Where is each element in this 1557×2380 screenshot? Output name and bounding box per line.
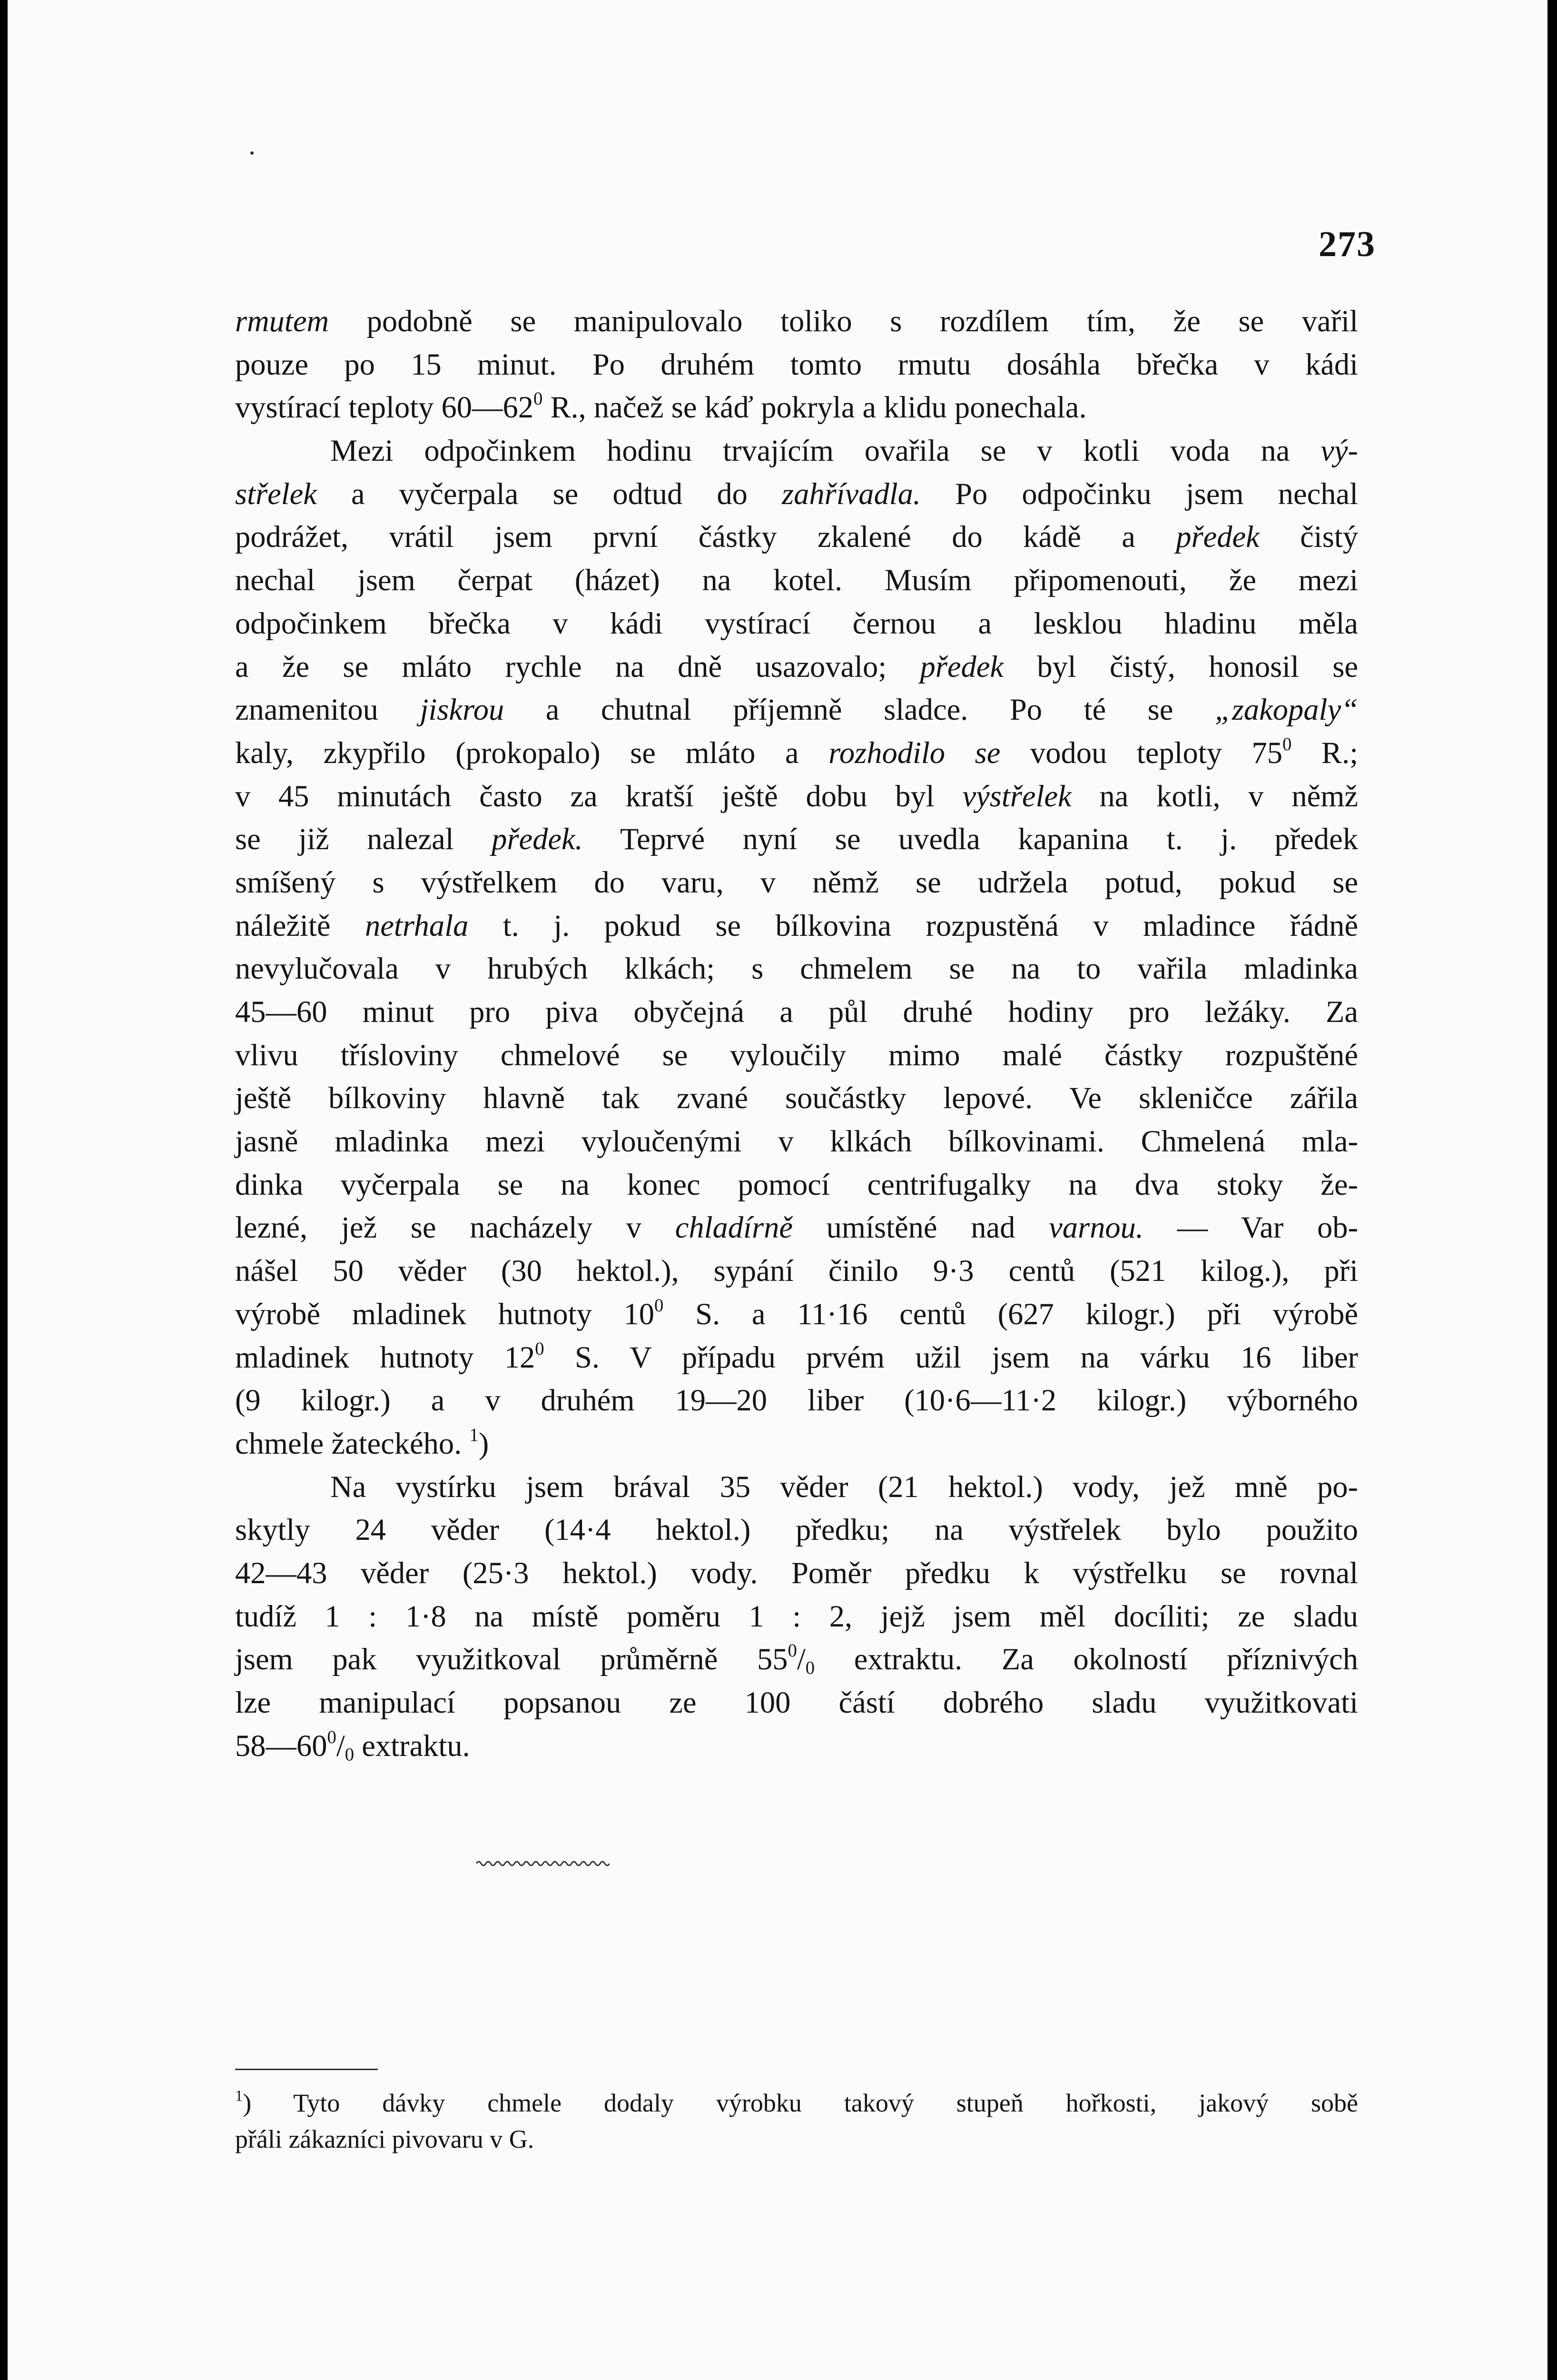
text-run: Na vystírku jsem brával 35 věder (21 hektol.) vody, jež mně po- bbox=[330, 1469, 1358, 1504]
text-run: R., načež se káď pokryla a klidu ponechala. bbox=[542, 390, 1087, 425]
text-run: čistý bbox=[1259, 520, 1358, 554]
text-run: přáli zákazníci pivovaru v G. bbox=[235, 2125, 534, 2153]
text-run: chmele žateckého. bbox=[235, 1426, 470, 1460]
superscript: 0 bbox=[327, 1727, 336, 1747]
text-run: se již nalezal bbox=[235, 822, 492, 856]
superscript: 0 bbox=[533, 389, 543, 409]
text-run: ) Tyto dávky chmele dodaly výrobku takový stupeň hořkosti, jakový sobě bbox=[243, 2089, 1358, 2117]
footnote-line bbox=[235, 2085, 1358, 2121]
text-run: mladinek hutnoty 12 bbox=[235, 1340, 535, 1374]
scan-speck bbox=[250, 151, 254, 155]
text-line bbox=[235, 1163, 1358, 1207]
text-run: R.; bbox=[1291, 735, 1358, 770]
text-run: 45—60 minut pro piva obyčejná a půl druhé hodiny pro ležáky. Za bbox=[235, 995, 1358, 1029]
text-run: jsem pak využitkoval průměrně 55 bbox=[235, 1642, 788, 1676]
book-page bbox=[8, 0, 1547, 2380]
footnote bbox=[235, 2085, 1358, 2157]
superscript: 0 bbox=[535, 1339, 544, 1359]
text-line bbox=[235, 1681, 1358, 1725]
text-line bbox=[235, 602, 1358, 645]
text-run: (9 kilogr.) a v druhém 19—20 liber (10·6—11·2 kilogr.) výborného bbox=[235, 1383, 1358, 1418]
text-run: jasně mladinka mezi vyloučenými v klkách bílkovinami. Chmelená mla- bbox=[235, 1124, 1358, 1159]
paragraph bbox=[235, 300, 1358, 429]
text-line bbox=[235, 688, 1358, 732]
text-line bbox=[235, 818, 1358, 861]
text-run: podobně se manipulovalo toliko s rozdílem tím, že se vařil bbox=[329, 304, 1358, 338]
text-run: a vyčerpala se odtud do bbox=[316, 476, 782, 511]
text-run: tudíž 1 : 1·8 na místě poměru 1 : 2, jejž jsem měl docíliti; ze sladu bbox=[235, 1599, 1358, 1633]
text-line bbox=[235, 1206, 1358, 1250]
text-run: náležitě bbox=[235, 908, 365, 942]
superscript: 1 bbox=[235, 2087, 243, 2105]
text-run: na kotli, v němž bbox=[1071, 779, 1358, 813]
italic-term: předek bbox=[920, 649, 1004, 684]
text-line bbox=[235, 386, 1358, 429]
text-line bbox=[235, 1077, 1358, 1120]
text-run: vlivu třísloviny chmelové se vyloučily mimo malé částky rozpuštěné bbox=[235, 1038, 1358, 1072]
text-run: a chutnal příjemně sladce. Po té se bbox=[504, 693, 1215, 727]
page-number: 273 bbox=[1319, 224, 1376, 264]
text-run: výrobě mladinek hutnoty 10 bbox=[235, 1297, 655, 1331]
footnote-separator bbox=[235, 2069, 378, 2070]
text-line bbox=[235, 473, 1358, 516]
text-line bbox=[235, 947, 1358, 991]
text-line bbox=[235, 861, 1358, 904]
paragraph bbox=[235, 1466, 1358, 1768]
italic-term: rmutem bbox=[235, 304, 329, 338]
text-run: — Var ob- bbox=[1143, 1210, 1358, 1245]
superscript: 0 bbox=[654, 1295, 664, 1316]
text-line bbox=[235, 1034, 1358, 1077]
text-run: / bbox=[336, 1728, 345, 1763]
italic-term: střelek bbox=[235, 476, 317, 511]
text-line bbox=[235, 1595, 1358, 1638]
text-run: nechal jsem čerpat (házet) na kotel. Musím připomenouti, že mezi bbox=[235, 563, 1358, 597]
section-divider-ornament bbox=[476, 1859, 610, 1868]
text-run: t. j. pokud se bílkovina rozpustěná v mladince řádně bbox=[468, 908, 1358, 942]
text-line bbox=[235, 991, 1358, 1034]
text-run: pouze po 15 minut. Po druhém tomto rmutu dosáhla břečka v kádi bbox=[235, 347, 1358, 381]
text-line bbox=[235, 904, 1358, 948]
text-line bbox=[235, 1293, 1358, 1336]
text-line bbox=[235, 1379, 1358, 1422]
text-line bbox=[235, 1725, 1358, 1768]
text-run: vodou teploty 75 bbox=[1000, 735, 1282, 770]
text-run: lezné, jež se nacházely v bbox=[235, 1210, 675, 1245]
italic-term: chladírně bbox=[675, 1210, 793, 1245]
text-run: kaly, zkypřilo (prokopalo) se mláto a bbox=[235, 735, 829, 770]
italic-term: předek bbox=[1176, 520, 1260, 554]
text-line bbox=[235, 1466, 1358, 1509]
text-line bbox=[235, 559, 1358, 602]
italic-term: zahřívadla. bbox=[782, 476, 921, 511]
text-line bbox=[235, 732, 1358, 775]
text-run: odpočinkem břečka v kádi vystírací černou a lesklou hladinu měla bbox=[235, 606, 1358, 640]
text-line bbox=[235, 1336, 1358, 1379]
text-line bbox=[235, 1638, 1358, 1681]
text-line bbox=[235, 1120, 1358, 1163]
text-line bbox=[235, 300, 1358, 343]
text-run: 42—43 věder (25·3 hektol.) vody. Poměr předku k výstřelku se rovnal bbox=[235, 1556, 1358, 1590]
text-run: S. a 11·16 centů (627 kilogr.) při výrobě bbox=[663, 1297, 1358, 1331]
superscript: 0 bbox=[1282, 734, 1292, 754]
text-run: 58—60 bbox=[235, 1728, 327, 1763]
text-run: skytly 24 věder (14·4 hektol.) předku; na výstřelek bylo použito bbox=[235, 1513, 1358, 1547]
text-run: vystírací teploty 60—62 bbox=[235, 390, 533, 425]
text-line bbox=[235, 1422, 1358, 1466]
text-run: podrážet, vrátil jsem první částky zkalené do kádě a bbox=[235, 520, 1176, 554]
superscript: 1 bbox=[469, 1425, 479, 1445]
text-run: Teprvé nyní se uvedla kapanina t. j. předek bbox=[582, 822, 1358, 856]
italic-term: rozhodilo se bbox=[828, 735, 1001, 770]
text-line bbox=[235, 775, 1358, 818]
text-line bbox=[235, 516, 1358, 559]
italic-term: výstřelek bbox=[962, 779, 1072, 813]
text-line bbox=[235, 645, 1358, 689]
italic-term: netrhala bbox=[365, 908, 469, 942]
text-run: v 45 minutách často za kratší ještě dobu byl bbox=[235, 779, 963, 813]
subscript: 0 bbox=[805, 1658, 815, 1678]
italic-term: varnou. bbox=[1049, 1210, 1143, 1245]
text-run: Mezi odpočinkem hodinu trvajícím ovařila se v kotli voda na bbox=[330, 434, 1321, 468]
text-run: S. V případu prvém užil jsem na várku 16 liber bbox=[544, 1340, 1358, 1374]
text-line bbox=[235, 1552, 1358, 1595]
text-run: ještě bílkoviny hlavně tak zvané součástky lepové. Ve skleničce zářila bbox=[235, 1081, 1358, 1115]
main-text bbox=[235, 300, 1358, 1767]
text-run: dinka vyčerpala se na konec pomocí centrifugalky na dva stoky že- bbox=[235, 1167, 1358, 1201]
text-run: / bbox=[797, 1642, 806, 1676]
italic-term: jiskrou bbox=[420, 693, 504, 727]
text-run: umístěné nad bbox=[792, 1210, 1049, 1245]
text-run: byl čistý, honosil se bbox=[1003, 649, 1358, 684]
italic-term: „zakopaly“ bbox=[1214, 693, 1358, 727]
text-run: smíšený s výstřelkem do varu, v němž se udržela potud, pokud se bbox=[235, 865, 1358, 899]
text-line bbox=[235, 1250, 1358, 1293]
italic-term: vý- bbox=[1320, 434, 1358, 468]
text-run: ) bbox=[478, 1426, 489, 1460]
text-run: a že se mláto rychle na dně usazovalo; bbox=[235, 649, 920, 684]
footnote-line bbox=[235, 2121, 1358, 2157]
text-run: Po odpočinku jsem nechal bbox=[921, 476, 1358, 511]
text-run: nevylučovala v hrubých klkách; s chmelem se na to vařila mladinka bbox=[235, 952, 1358, 986]
paragraph bbox=[235, 429, 1358, 1466]
text-line bbox=[235, 429, 1358, 473]
text-run: lze manipulací popsanou ze 100 částí dobrého sladu využitkovati bbox=[235, 1686, 1358, 1719]
text-run: extraktu. bbox=[354, 1728, 470, 1763]
italic-term: předek. bbox=[492, 822, 583, 856]
superscript: 0 bbox=[788, 1641, 797, 1661]
text-line bbox=[235, 1508, 1358, 1552]
text-line bbox=[235, 343, 1358, 387]
text-run: nášel 50 věder (30 hektol.), sypání činilo 9·3 centů (521 kilog.), při bbox=[235, 1254, 1358, 1288]
text-run: znamenitou bbox=[235, 693, 420, 727]
text-run: extraktu. Za okolností příznivých bbox=[815, 1642, 1358, 1676]
subscript: 0 bbox=[345, 1745, 355, 1765]
